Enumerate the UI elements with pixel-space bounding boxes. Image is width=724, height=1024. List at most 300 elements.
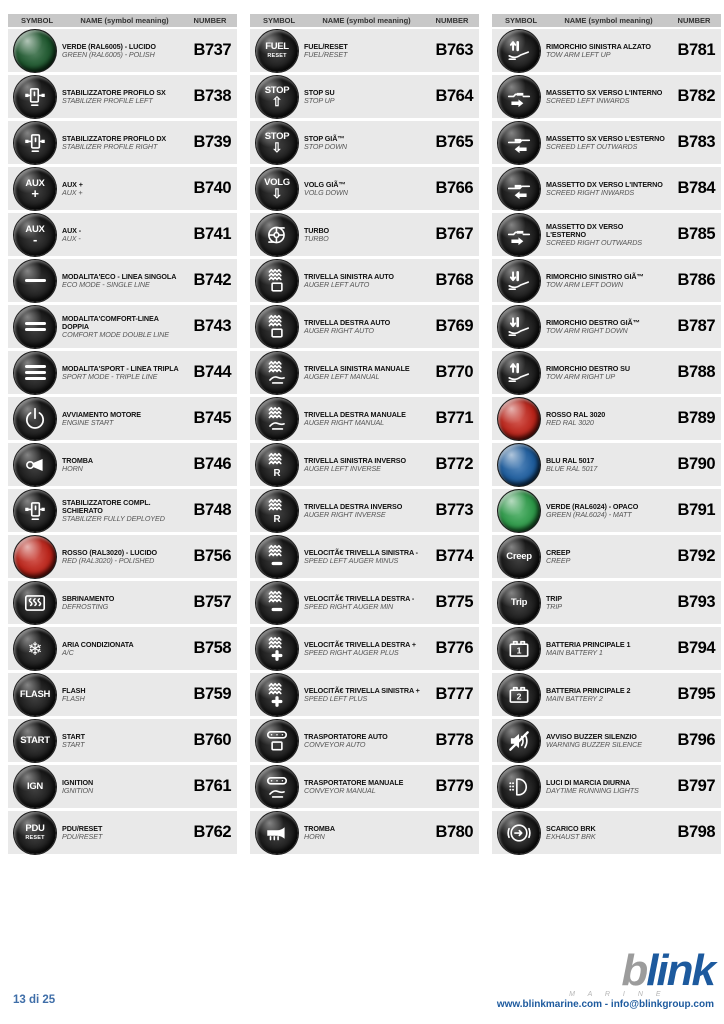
- drl-icon: [506, 774, 532, 800]
- symbol-button[interactable]: [14, 352, 56, 394]
- symbol-button[interactable]: [256, 628, 298, 670]
- symbol-name-english: TOW ARM LEFT UP: [546, 49, 611, 59]
- table-row: [250, 811, 479, 854]
- symbol-number: B742: [193, 271, 231, 289]
- symbol-button[interactable]: [498, 582, 540, 624]
- down-arrow-icon: STOP ⇩: [264, 130, 290, 156]
- table-row: [492, 259, 721, 302]
- table-row: [492, 213, 721, 256]
- symbol-button[interactable]: [256, 536, 298, 578]
- symbol-button[interactable]: [256, 398, 298, 440]
- symbol-button[interactable]: [498, 306, 540, 348]
- stabilizer-deployed-icon: [22, 498, 48, 524]
- symbol-name-english: PDU/RESET: [62, 831, 103, 841]
- symbol-button[interactable]: [256, 674, 298, 716]
- table-row: [492, 811, 721, 854]
- name-cell: [546, 89, 667, 105]
- name-cell: [62, 273, 183, 289]
- button-label: IGN: [27, 780, 43, 792]
- table-row: [250, 443, 479, 486]
- symbol-cell: [250, 260, 304, 302]
- battery-1-icon: [506, 636, 532, 662]
- button-label: AUX +: [25, 177, 45, 202]
- table-row: [8, 489, 237, 532]
- name-cell: [304, 825, 425, 841]
- symbol-cell: [250, 444, 304, 486]
- name-cell: [546, 825, 667, 841]
- defrost-icon: [22, 590, 48, 616]
- symbol-number: B745: [193, 409, 231, 427]
- svg-text:1: 1: [516, 644, 522, 655]
- symbol-button[interactable]: [256, 260, 298, 302]
- symbol-button[interactable]: [256, 720, 298, 762]
- symbol-button[interactable]: [256, 490, 298, 532]
- name-cell: [304, 457, 425, 473]
- symbol-name-italian: STABILIZZATORE PROFILO SX: [62, 87, 166, 97]
- name-cell: [304, 641, 425, 657]
- symbol-button[interactable]: [256, 812, 298, 854]
- symbol-cell: [492, 76, 546, 118]
- symbol-number: B758: [193, 639, 231, 657]
- table-row: [8, 719, 237, 762]
- double-line-icon: [25, 322, 46, 331]
- table-row: [492, 121, 721, 164]
- symbol-number: B760: [193, 731, 231, 749]
- symbol-name-italian: ROSSO RAL 3020: [546, 409, 606, 419]
- table-row: [8, 167, 237, 210]
- symbol-button[interactable]: [256, 352, 298, 394]
- symbol-button[interactable]: [14, 582, 56, 624]
- symbol-cell: [250, 720, 304, 762]
- symbol-cell: [8, 674, 62, 716]
- name-cell: [62, 549, 183, 565]
- symbol-button[interactable]: [256, 582, 298, 624]
- symbol-cell: [492, 260, 546, 302]
- button-label: FLASH: [19, 688, 51, 700]
- symbol-button[interactable]: [498, 490, 540, 532]
- symbol-cell: [8, 582, 62, 624]
- screed-arrow-left-icon: [506, 130, 532, 156]
- column-1: [8, 14, 237, 857]
- symbol-cell: [250, 214, 304, 256]
- name-cell: [304, 549, 425, 565]
- symbol-number: B776: [435, 639, 473, 657]
- symbol-button[interactable]: [14, 30, 56, 72]
- symbol-name-italian: VERDE (RAL6005) - LUCIDO: [62, 41, 156, 51]
- svg-text:2: 2: [516, 690, 522, 701]
- name-cell: [546, 549, 667, 565]
- symbol-name-italian: STOP GIÃ™: [304, 133, 345, 143]
- symbol-button[interactable]: [256, 766, 298, 808]
- symbol-cell: [492, 582, 546, 624]
- symbol-name-english: TOW ARM LEFT DOWN: [546, 279, 623, 289]
- name-cell: [304, 89, 425, 105]
- symbol-cell: [250, 674, 304, 716]
- name-cell: [546, 273, 667, 289]
- symbol-name-english: ENGINE START: [62, 417, 114, 427]
- symbol-name-italian: AVVIAMENTO MOTORE: [62, 409, 141, 419]
- symbol-number: B777: [435, 685, 473, 703]
- symbol-name-italian: IGNITION: [62, 777, 94, 787]
- button-label: AUX -: [25, 223, 45, 248]
- symbol-number: B773: [435, 501, 473, 519]
- symbol-number: B768: [435, 271, 473, 289]
- screed-arrow-left-icon: [506, 176, 532, 202]
- symbol-number: B797: [677, 777, 715, 795]
- name-cell: [62, 687, 183, 703]
- symbol-name-italian: BATTERIA PRINCIPALE 2: [546, 685, 631, 695]
- table-row: [250, 213, 479, 256]
- power-icon: [21, 405, 49, 433]
- symbol-cell: [250, 536, 304, 578]
- symbol-cell: [492, 536, 546, 578]
- name-cell: [62, 315, 183, 339]
- symbol-name-english: IGNITION: [62, 785, 94, 795]
- symbol-button[interactable]: [14, 306, 56, 348]
- name-cell: [304, 43, 425, 59]
- name-cell: [546, 595, 667, 611]
- column-header: [250, 14, 479, 27]
- symbol-button[interactable]: [256, 122, 298, 164]
- symbol-cell: [492, 168, 546, 210]
- symbol-button[interactable]: [498, 812, 540, 854]
- symbol-button[interactable]: [14, 628, 56, 670]
- symbol-cell: [250, 168, 304, 210]
- symbol-name-italian: FLASH: [62, 685, 86, 695]
- symbol-button[interactable]: [498, 398, 540, 440]
- button-label: PDU RESET: [25, 823, 45, 841]
- symbol-name-english: TOW ARM RIGHT UP: [546, 371, 616, 381]
- table-row: [492, 719, 721, 762]
- symbol-button[interactable]: [14, 122, 56, 164]
- table-row: [8, 305, 237, 348]
- symbol-cell: [492, 812, 546, 854]
- symbol-number: B786: [677, 271, 715, 289]
- symbol-button[interactable]: [256, 306, 298, 348]
- table-row: [492, 29, 721, 72]
- symbol-name-italian: VELOCITÃ€ TRIVELLA DESTRA -: [304, 593, 415, 603]
- symbol-button[interactable]: [14, 168, 56, 210]
- table-row: [250, 121, 479, 164]
- symbol-name-english: STABILIZER FULLY DEPLOYED: [62, 513, 165, 523]
- symbol-button[interactable]: [498, 30, 540, 72]
- symbol-number: B789: [677, 409, 715, 427]
- table-row: [8, 397, 237, 440]
- symbol-number: B744: [193, 363, 231, 381]
- symbol-name-english: AUX -: [62, 233, 81, 243]
- symbol-name-english: CONVEYOR AUTO: [304, 739, 366, 749]
- symbol-button[interactable]: [498, 260, 540, 302]
- tow-arm-up-icon: [506, 38, 532, 64]
- symbol-name-english: ECO MODE - SINGLE LINE: [62, 279, 150, 289]
- symbol-name-english: TOW ARM RIGHT DOWN: [546, 325, 628, 335]
- symbol-button[interactable]: [14, 398, 56, 440]
- name-cell: [304, 227, 425, 243]
- name-cell: [546, 319, 667, 335]
- symbol-number: B757: [193, 593, 231, 611]
- symbol-cell: [8, 76, 62, 118]
- table-row: [8, 29, 237, 72]
- symbol-cell: [492, 444, 546, 486]
- symbol-name-italian: STABILIZZATORE COMPL. SCHIERATO: [62, 497, 151, 515]
- header-number: NUMBER: [193, 16, 227, 25]
- symbol-name-italian: MODALITA'SPORT - LINEA TRIPLA: [62, 363, 179, 373]
- name-cell: [304, 273, 425, 289]
- symbol-cell: [492, 766, 546, 808]
- symbol-button[interactable]: [14, 674, 56, 716]
- symbol-name-english: WARNING BUZZER SILENCE: [546, 739, 642, 749]
- symbol-name-italian: TRIP: [546, 593, 562, 603]
- name-cell: [62, 135, 183, 151]
- symbol-name-english: SCREED LEFT INWARDS: [546, 95, 630, 105]
- rows-column-1: [8, 29, 237, 854]
- symbol-button[interactable]: [14, 490, 56, 532]
- symbol-cell: [8, 214, 62, 256]
- symbol-number: B746: [193, 455, 231, 473]
- symbol-name-italian: AUX -: [62, 225, 82, 235]
- symbol-button[interactable]: [256, 444, 298, 486]
- table-row: [492, 443, 721, 486]
- name-cell: [62, 499, 183, 523]
- symbol-cell: [8, 168, 62, 210]
- symbol-button[interactable]: [14, 766, 56, 808]
- button-label: FUEL RESET: [265, 41, 289, 59]
- symbol-name-italian: START: [62, 731, 85, 741]
- symbol-name-english: DAYTIME RUNNING LIGHTS: [546, 785, 639, 795]
- symbol-button[interactable]: [256, 76, 298, 118]
- auger-auto-icon: [264, 268, 290, 294]
- symbol-button[interactable]: [498, 628, 540, 670]
- symbol-name-italian: STABILIZZATORE PROFILO DX: [62, 133, 167, 143]
- table-row: [492, 397, 721, 440]
- table-row: [250, 719, 479, 762]
- symbol-number: B781: [677, 41, 715, 59]
- symbol-number: B792: [677, 547, 715, 565]
- symbol-button[interactable]: [256, 214, 298, 256]
- symbol-number: B795: [677, 685, 715, 703]
- symbol-name-english: CONVEYOR MANUAL: [304, 785, 376, 795]
- table-row: [492, 75, 721, 118]
- symbol-cell: [250, 306, 304, 348]
- button-label: START: [20, 734, 50, 746]
- symbol-number: B780: [435, 823, 473, 841]
- name-cell: [546, 503, 667, 519]
- symbol-number: B748: [193, 501, 231, 519]
- symbol-button[interactable]: [256, 30, 298, 72]
- stabilizer-profile-left-icon: [22, 84, 48, 110]
- table-row: [250, 765, 479, 808]
- symbol-cell: [8, 352, 62, 394]
- symbol-name-italian: PDU/RESET: [62, 823, 103, 833]
- table-row: [250, 535, 479, 578]
- table-row: [8, 443, 237, 486]
- symbol-number: B788: [677, 363, 715, 381]
- auger-minus-icon: [264, 590, 290, 616]
- symbol-cell: [250, 352, 304, 394]
- symbol-name-english: AUX +: [62, 187, 83, 197]
- triple-line-icon: [25, 365, 46, 380]
- symbol-cell: [492, 490, 546, 532]
- symbol-cell: [8, 398, 62, 440]
- name-cell: [62, 457, 183, 473]
- screed-arrow-right-icon: [506, 84, 532, 110]
- symbol-cell: [492, 306, 546, 348]
- symbol-cell: [492, 30, 546, 72]
- header-symbol: SYMBOL: [20, 16, 54, 25]
- symbol-cell: [8, 122, 62, 164]
- symbol-button[interactable]: [14, 812, 56, 854]
- table-row: [250, 167, 479, 210]
- symbol-name-italian: STOP SU: [304, 87, 335, 97]
- symbol-button[interactable]: [14, 720, 56, 762]
- table-row: [492, 581, 721, 624]
- symbol-name-english: MAIN BATTERY 2: [546, 693, 603, 703]
- header-name: NAME (symbol meaning): [564, 16, 653, 25]
- symbol-number: B790: [677, 455, 715, 473]
- symbol-name-english: AUGER LEFT MANUAL: [304, 371, 380, 381]
- stabilizer-profile-right-icon: [22, 130, 48, 156]
- symbol-name-italian: TURBO: [304, 225, 330, 235]
- symbol-name-italian: MODALITA'COMFORT-LINEA DOPPIA: [62, 313, 159, 331]
- symbol-number: B767: [435, 225, 473, 243]
- header-number: NUMBER: [435, 16, 469, 25]
- symbol-name-english: AUGER RIGHT MANUAL: [304, 417, 385, 427]
- auger-manual-icon: [264, 360, 290, 386]
- symbol-name-italian: TRIVELLA SINISTRA INVERSO: [304, 455, 406, 465]
- table-row: [8, 581, 237, 624]
- symbol-number: B770: [435, 363, 473, 381]
- symbol-cell: [8, 490, 62, 532]
- table-row: [8, 811, 237, 854]
- symbol-cell: [492, 122, 546, 164]
- table-row: [492, 167, 721, 210]
- symbol-name-italian: TRASPORTATORE MANUALE: [304, 777, 404, 787]
- symbol-button[interactable]: [498, 76, 540, 118]
- symbol-button[interactable]: [256, 168, 298, 210]
- symbol-number: B778: [435, 731, 473, 749]
- symbol-number: B763: [435, 41, 473, 59]
- symbol-button[interactable]: [498, 168, 540, 210]
- symbol-name-italian: TROMBA: [304, 823, 335, 833]
- name-cell: [62, 89, 183, 105]
- symbol-name-italian: MASSETTO DX VERSO L'ESTERNO: [546, 221, 624, 239]
- tow-arm-down-icon: [506, 314, 532, 340]
- symbol-name-english: MAIN BATTERY 1: [546, 647, 603, 657]
- symbol-cell: [8, 720, 62, 762]
- symbol-button[interactable]: [498, 536, 540, 578]
- symbol-name-italian: VERDE (RAL6024) - OPACO: [546, 501, 639, 511]
- symbol-button[interactable]: [498, 720, 540, 762]
- name-cell: [304, 503, 425, 519]
- auger-auto-icon: [264, 314, 290, 340]
- table-row: [250, 29, 479, 72]
- symbol-name-english: STOP DOWN: [304, 141, 348, 151]
- symbol-name-italian: TROMBA: [62, 455, 93, 465]
- symbol-name-english: TRIP: [546, 601, 562, 611]
- table-row: [492, 627, 721, 670]
- symbol-name-italian: TRIVELLA DESTRA MANUALE: [304, 409, 406, 419]
- symbol-cell: [8, 444, 62, 486]
- symbol-button[interactable]: [14, 214, 56, 256]
- symbol-name-english: STOP UP: [304, 95, 335, 105]
- table-row: [492, 351, 721, 394]
- symbol-button[interactable]: [498, 444, 540, 486]
- name-cell: [62, 365, 183, 381]
- symbol-name-italian: ROSSO (RAL3020) - LUCIDO: [62, 547, 158, 557]
- symbol-name-italian: VOLG GIÃ™: [304, 179, 346, 189]
- table-row: [250, 259, 479, 302]
- symbol-button[interactable]: [14, 536, 56, 578]
- symbol-button[interactable]: [14, 260, 56, 302]
- symbol-button[interactable]: [14, 444, 56, 486]
- symbol-name-english: BLUE RAL 5017: [546, 463, 598, 473]
- symbol-name-italian: LUCI DI MARCIA DIURNA: [546, 777, 631, 787]
- symbol-number: B756: [193, 547, 231, 565]
- symbol-button[interactable]: [498, 352, 540, 394]
- symbol-number: B743: [193, 317, 231, 335]
- table-row: [492, 535, 721, 578]
- table-row: [8, 75, 237, 118]
- symbol-name-english: RED RAL 3020: [546, 417, 594, 427]
- symbol-name-italian: FUEL/RESET: [304, 41, 348, 51]
- symbol-button[interactable]: [14, 76, 56, 118]
- symbol-number: B762: [193, 823, 231, 841]
- header-name: NAME (symbol meaning): [322, 16, 411, 25]
- symbol-number: B769: [435, 317, 473, 335]
- symbol-name-english: AUGER LEFT AUTO: [304, 279, 370, 289]
- name-cell: [546, 135, 667, 151]
- header-number: NUMBER: [677, 16, 711, 25]
- button-label: Trip: [510, 596, 528, 608]
- symbol-name-english: FLASH: [62, 693, 85, 703]
- contact-link[interactable]: www.blinkmarine.com - info@blinkgroup.com: [496, 999, 714, 1010]
- down-arrow-icon: VOLG ⇩: [264, 176, 290, 202]
- column-3: [492, 14, 721, 857]
- symbol-button[interactable]: [498, 214, 540, 256]
- symbol-number: B794: [677, 639, 715, 657]
- symbol-name-english: GREEN (RAL6005) - POLISH: [62, 49, 155, 59]
- exhaust-brake-icon: [506, 820, 532, 846]
- symbol-button[interactable]: [498, 122, 540, 164]
- symbol-button[interactable]: [498, 674, 540, 716]
- symbol-number: B783: [677, 133, 715, 151]
- symbol-cell: [250, 490, 304, 532]
- name-cell: [304, 181, 425, 197]
- auger-inverse-icon: [264, 498, 290, 524]
- symbol-number: B741: [193, 225, 231, 243]
- symbol-cell: [8, 306, 62, 348]
- symbol-name-italian: SCARICO BRK: [546, 823, 596, 833]
- auger-manual-icon: [264, 406, 290, 432]
- symbol-name-english: HORN: [62, 463, 83, 473]
- symbol-number: B761: [193, 777, 231, 795]
- symbol-name-italian: BLU RAL 5017: [546, 455, 595, 465]
- symbol-cell: [250, 812, 304, 854]
- symbol-button[interactable]: [498, 766, 540, 808]
- symbol-cell: [250, 398, 304, 440]
- table-row: [8, 351, 237, 394]
- symbol-number: B785: [677, 225, 715, 243]
- auger-plus-icon: [264, 682, 290, 708]
- name-cell: [304, 733, 425, 749]
- symbol-number: B739: [193, 133, 231, 151]
- symbol-name-italian: VELOCITÃ€ TRIVELLA DESTRA +: [304, 639, 416, 649]
- symbol-number: B798: [677, 823, 715, 841]
- symbol-name-italian: TRIVELLA SINISTRA MANUALE: [304, 363, 410, 373]
- symbol-name-english: AUGER LEFT INVERSE: [304, 463, 381, 473]
- symbol-name-italian: RIMORCHIO DESTRO SU: [546, 363, 630, 373]
- symbol-name-italian: TRIVELLA DESTRA AUTO: [304, 317, 391, 327]
